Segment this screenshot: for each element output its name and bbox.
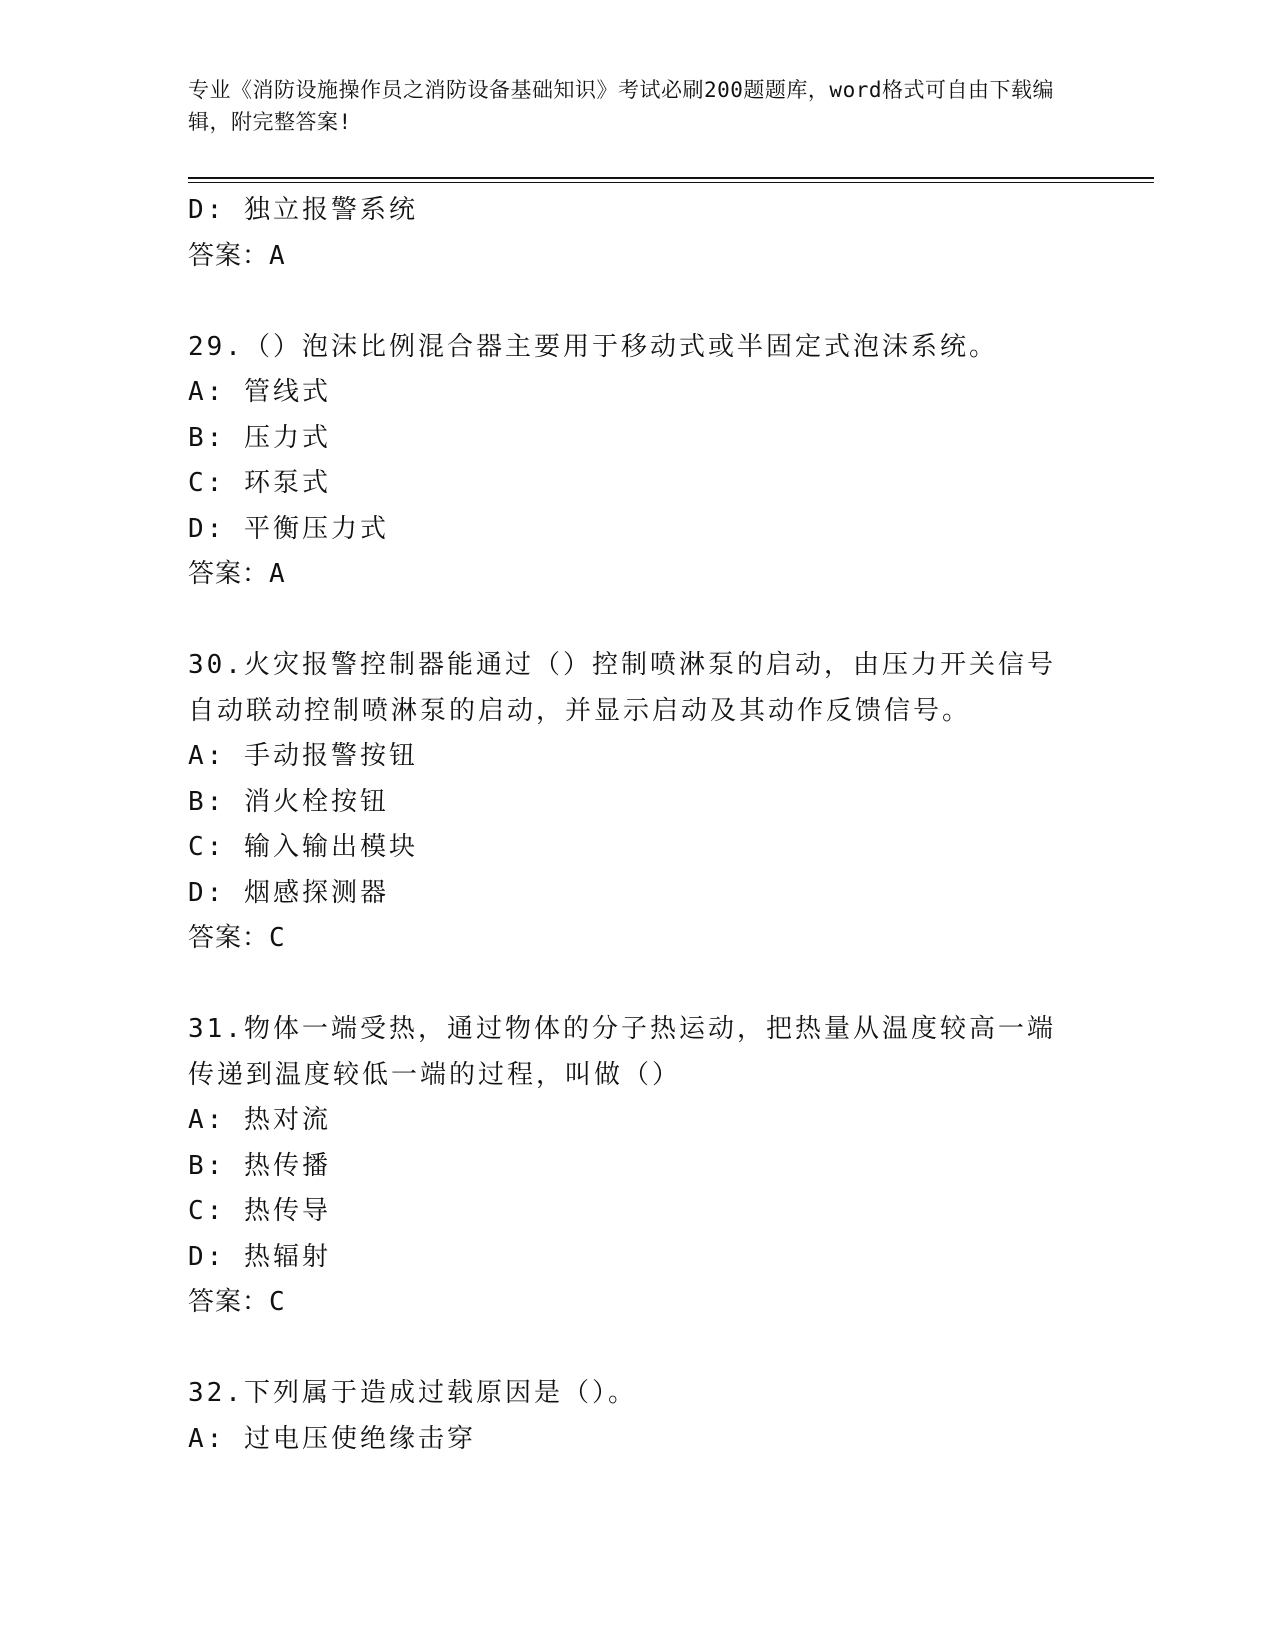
question-stem: 32.下列属于造成过载原因是（）。 (188, 1378, 637, 1408)
question-29 (188, 325, 1088, 598)
option-c: C: 热传导 (188, 1196, 331, 1226)
option-c: C: 输入输出模块 (188, 832, 418, 862)
option-b: B: 热传播 (188, 1150, 331, 1181)
option-d: D: 烟感探测器 (188, 877, 389, 908)
document-header: 专业《消防设施操作员之消防设备基础知识》考试必刷200题题库，word格式可自由下载编辑，附完整答案! (188, 78, 1054, 134)
option-a: A: 手动报警按钮 (188, 741, 418, 771)
previous-question-tail (188, 188, 1088, 279)
question-stem: 29.（）泡沫比例混合器主要用于移动式或半固定式泡沫系统。 (188, 331, 998, 362)
header-rule-thin (188, 182, 1154, 183)
header-rule-thick (188, 177, 1154, 179)
option-a: A: 热对流 (188, 1105, 331, 1135)
question-31 (188, 1007, 1088, 1326)
option-d: D: 独立报警系统 (188, 195, 418, 225)
question-stem: 30.火灾报警控制器能通过（）控制喷淋泵的启动，由压力开关信号自动联动控制喷淋泵的启动，并显示启动及其动作反馈信号。 (188, 650, 1056, 726)
question-stem: 31.物体一端受热，通过物体的分子热运动，把热量从温度较高一端传递到温度较低一端的过程，叫做（） (188, 1014, 1056, 1090)
option-a: A: 过电压使绝缘击穿 (188, 1423, 476, 1454)
question-list (188, 188, 1088, 1462)
option-b: B: 压力式 (188, 422, 331, 453)
option-d: D: 平衡压力式 (188, 513, 389, 544)
question-32 (188, 1371, 1088, 1462)
question-30 (188, 643, 1088, 962)
answer-line: 答案：A (188, 240, 286, 271)
option-d: D: 热辐射 (188, 1241, 331, 1272)
option-b: B: 消火栓按钮 (188, 786, 389, 817)
answer-line: 答案：C (188, 1287, 286, 1317)
option-c: C: 环泵式 (188, 468, 331, 498)
option-a: A: 管线式 (188, 377, 331, 407)
answer-line: 答案：C (188, 923, 286, 953)
answer-line: 答案：A (188, 559, 286, 589)
